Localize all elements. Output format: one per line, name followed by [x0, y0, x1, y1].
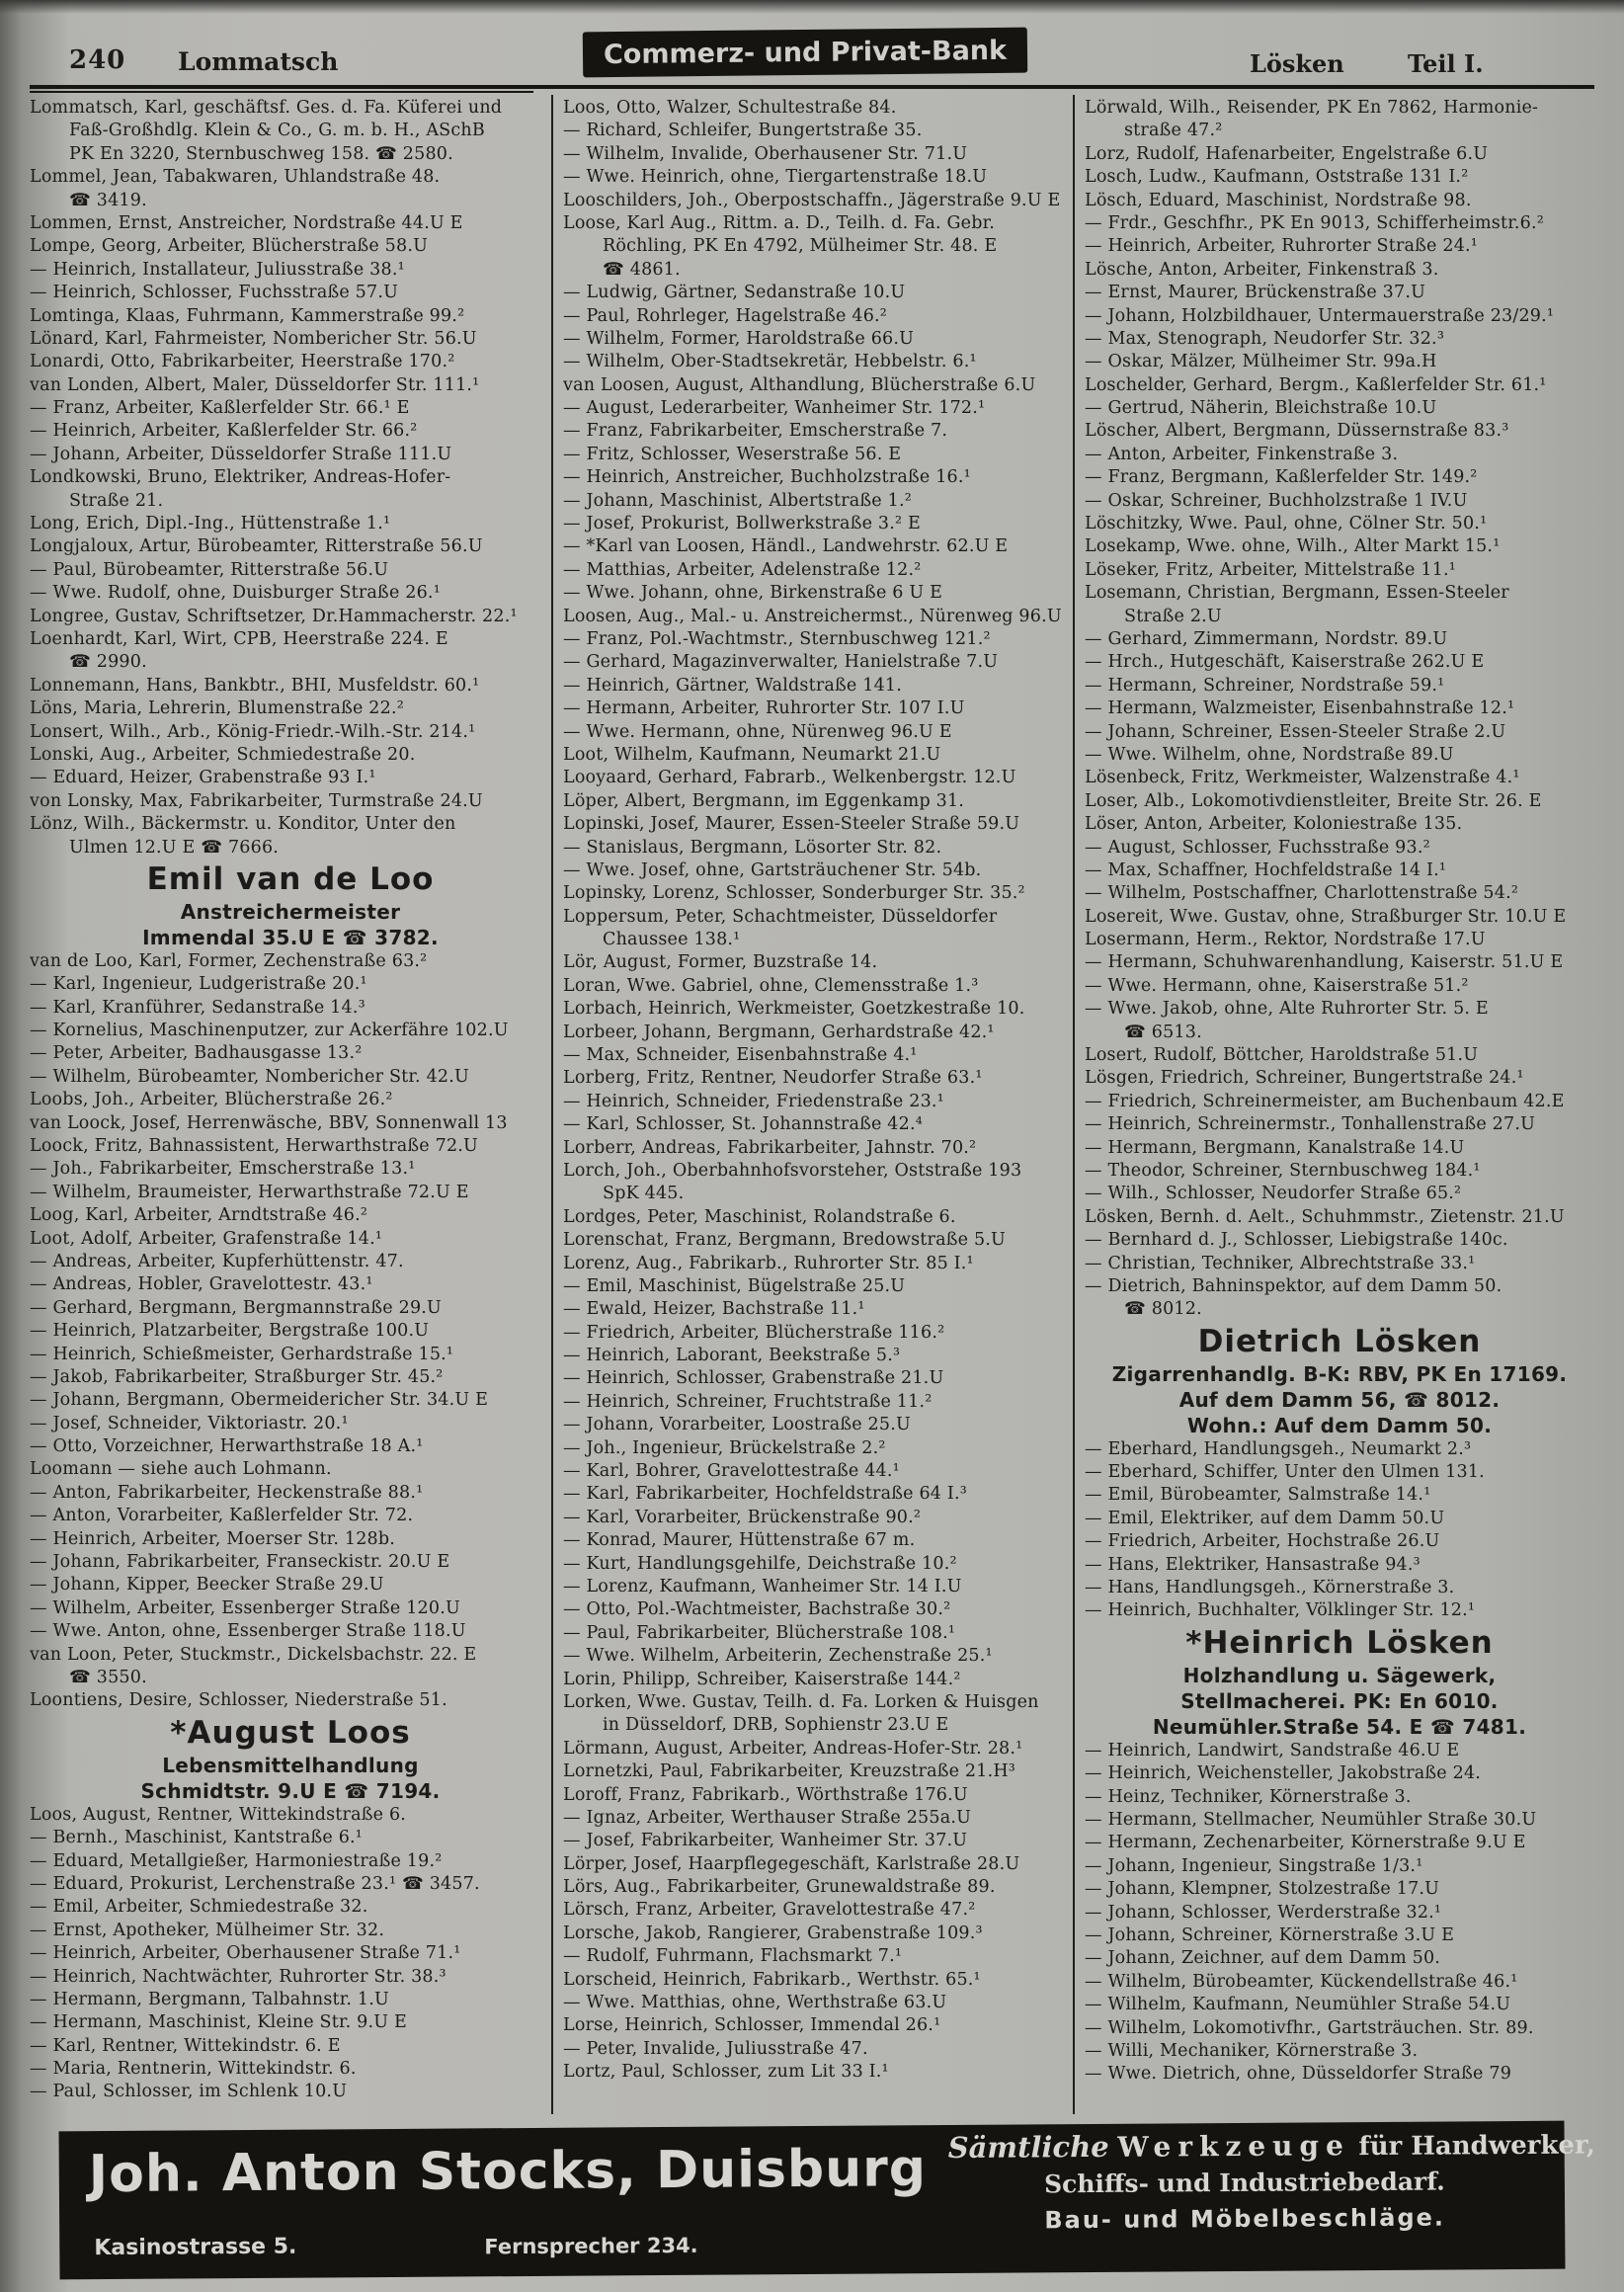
ad-line-beschlaege: Bau- und Möbelbeschläge.: [1044, 2203, 1446, 2235]
directory-entry-line: — Franz, Fabrikarbeiter, Emscherstraße 7.: [563, 421, 948, 442]
directory-entry-line: — Emil, Arbeiter, Schmiedestraße 32.: [30, 1897, 368, 1918]
directory-entry-line: — Jakob, Fabrikarbeiter, Straßburger Str. 45.²: [30, 1366, 444, 1387]
directory-entry-line: — Karl, Rentner, Wittekindstr. 6. E: [30, 2035, 341, 2056]
directory-entry-line: — Heinrich, Schlosser, Grabenstraße 21.U: [563, 1368, 944, 1389]
directory-entry-line: — Richard, Schleifer, Bungertstraße 35.: [563, 121, 923, 141]
directory-entry-line: — Joh., Fabrikarbeiter, Emscherstraße 13.¹: [30, 1159, 416, 1180]
directory-entry-line: van Loock, Josef, Herrenwäsche, BBV, Sonnenwall 13: [30, 1112, 508, 1133]
directory-entry-line: — Heinrich, Arbeiter, Ruhrorter Straße 24.¹: [1085, 236, 1479, 257]
ad-company-name: Joh. Anton Stocks, Duisburg: [88, 2139, 928, 2205]
directory-entry-line: — Andreas, Hobler, Gravelottestr. 43.¹: [30, 1274, 373, 1295]
directory-entry-line: Löscher, Albert, Bergmann, Düssernstraße 83.³: [1085, 421, 1509, 442]
directory-entry-line: — Johann, Vorarbeiter, Loostraße 25.U: [563, 1415, 911, 1435]
directory-entry-line: von Lonsky, Max, Fabrikarbeiter, Turmstraße 24.U: [30, 790, 483, 811]
directory-entry-line: Loser, Alb., Lokomotivdienstleiter, Breite Str. 26. E: [1085, 790, 1542, 811]
directory-entry-line: — Peter, Invalide, Juliusstraße 47.: [563, 2038, 868, 2059]
directory-entry-line: — Wilhelm, Bürobeamter, Kückendellstraße 46.¹: [1085, 1971, 1518, 1992]
directory-entry-line: — Wwe. Hermann, ohne, Kaiserstraße 51.²: [1085, 975, 1469, 996]
directory-entry-line: — Max, Schaffner, Hochfeldstraße 14 I.¹: [1085, 860, 1447, 880]
directory-entry-line: Loog, Karl, Arbeiter, Arndtstraße 46.²: [30, 1205, 368, 1226]
directory-entry-line: Lonardi, Otto, Fabrikarbeiter, Heerstraße 170.²: [30, 352, 455, 372]
directory-entry-line: — Wilhelm, Postschaffner, Charlottenstraße 54.²: [1085, 883, 1519, 904]
directory-entry-line: — Heinrich, Gärtner, Waldstraße 141.: [563, 675, 902, 696]
directory-entry-line: ☎ 6513.: [1124, 1022, 1202, 1042]
directory-entry-line: Looyaard, Gerhard, Fabrarb., Welkenbergstr. 12.U: [563, 768, 1016, 788]
directory-entry-line: — Hermann, Bergmann, Talbahnstr. 1.U: [30, 1989, 389, 2009]
directory-entry-line: — Peter, Arbeiter, Badhausgasse 13.²: [30, 1043, 363, 1064]
directory-entry-line: Lörwald, Wilh., Reisender, PK En 7862, Harmonie-: [1085, 98, 1539, 118]
directory-entry-line: — Wilhelm, Kaufmann, Neumühler Straße 54.U: [1085, 1995, 1511, 2015]
directory-entry-line: Losemann, Christian, Bergmann, Essen-Steeler: [1085, 583, 1509, 604]
directory-entry-line: Löns, Maria, Lehrerin, Blumenstraße 22.²: [30, 698, 404, 719]
header-part-label: Teil I.: [1408, 49, 1484, 78]
directory-entry-line: Lorscheid, Heinrich, Fabrikarb., Werthstr. 65.¹: [563, 1969, 981, 1990]
directory-entry-line: Lorbach, Heinrich, Werkmeister, Goetzkestraße 10.: [563, 999, 1025, 1020]
display-ad-line: Emil van de Loo: [146, 860, 435, 897]
directory-entry-line: — Heinrich, Arbeiter, Oberhausener Straße 71.¹: [30, 1943, 461, 1964]
directory-entry-line: Lörper, Josef, Haarpflegegeschäft, Karlstraße 28.U: [563, 1853, 1020, 1874]
directory-entry-line: — Johann, Ingenieur, Singstraße 1/3.¹: [1085, 1855, 1423, 1876]
directory-entry-line: — Wilhelm, Invalide, Oberhausener Str. 71.U: [563, 143, 968, 164]
directory-entry-line: van de Loo, Karl, Former, Zechenstraße 63.²: [30, 950, 428, 971]
directory-entry-line: — Wilhelm, Braumeister, Herwarthstraße 72.U E: [30, 1182, 469, 1202]
ad-word-werkzeuge: Werkzeuge: [1117, 2129, 1350, 2164]
directory-entry-line: Ulmen 12.U E ☎ 7666.: [69, 837, 280, 858]
directory-entry-line: Loppersum, Peter, Schachtmeister, Düsseldorfer: [563, 906, 998, 927]
ad-word-handwerker: für Handwerker,: [1358, 2130, 1595, 2163]
directory-entry-line: Loontiens, Desire, Schlosser, Niederstraße 51.: [30, 1690, 447, 1711]
directory-entry-line: — Franz, Pol.-Wachtmstr., Sternbuschweg 121.²: [563, 628, 991, 649]
directory-entry-line: Loosen, Aug., Mal.- u. Anstreichermst., Nürenweg 96.U: [563, 606, 1062, 626]
directory-entry-line: — Wilhelm, Former, Haroldstraße 66.U: [563, 328, 915, 349]
directory-entry-line: Longjaloux, Artur, Bürobeamter, Ritterstraße 56.U: [30, 536, 483, 557]
directory-entry-line: Straße 2.U: [1124, 606, 1222, 626]
directory-entry-line: — Hermann, Maschinist, Kleine Str. 9.U E: [30, 2012, 407, 2033]
directory-entry-line: — Oskar, Schreiner, Buchholzstraße 1 IV.U: [1085, 490, 1468, 511]
directory-entry-line: — Josef, Fabrikarbeiter, Wanheimer Str. 37.U: [563, 1831, 968, 1851]
directory-entry-line: Loos, August, Rentner, Wittekindstraße 6.: [30, 1804, 407, 1825]
bottom-advertisement: [58, 2121, 1595, 2280]
directory-entry-line: — Ignaz, Arbeiter, Werthauser Straße 255a.U: [563, 1807, 972, 1828]
display-ad-line: Immendal 35.U E ☎ 3782.: [142, 925, 439, 949]
directory-entry-line: PK En 3220, Sternbuschweg 158. ☎ 2580.: [69, 143, 453, 164]
directory-entry-line: — Johann, Schreiner, Essen-Steeler Straße 2.U: [1085, 721, 1506, 742]
directory-entry-line: — Hans, Elektriker, Hansastraße 94.³: [1085, 1554, 1421, 1575]
directory-entry-line: Straße 21.: [69, 490, 164, 511]
directory-entry-line: Loran, Wwe. Gabriel, ohne, Clemensstraße 1.³: [563, 975, 979, 996]
directory-entry-line: Lonnemann, Hans, Bankbtr., BHI, Musfeldstr. 60.¹: [30, 675, 480, 696]
directory-entry-line: — Otto, Pol.-Wachtmeister, Bachstraße 30.²: [563, 1599, 951, 1620]
directory-entry-line: — Johann, Maschinist, Albertstraße 1.²: [563, 490, 912, 511]
directory-entry-line: Losereit, Wwe. Gustav, ohne, Straßburger Str. 10.U E: [1085, 906, 1567, 927]
directory-entry-line: — Wwe. Johann, ohne, Birkenstraße 6 U E: [563, 583, 943, 604]
directory-entry-line: — Franz, Arbeiter, Kaßlerfelder Str. 66.¹ E: [30, 398, 410, 419]
directory-entry-line: — Gertrud, Näherin, Bleichstraße 10.U: [1085, 398, 1437, 419]
directory-entry-line: — Maria, Rentnerin, Wittekindstr. 6.: [30, 2059, 357, 2080]
bank-ad-banner: Commerz- und Privat-Bank: [583, 28, 1027, 78]
directory-entry-line: — Rudolf, Fuhrmann, Flachsmarkt 7.¹: [563, 1946, 903, 1967]
display-ad-line: Wohn.: Auf dem Damm 50.: [1186, 1413, 1493, 1437]
directory-entry-line: Lornetzki, Paul, Fabrikarbeiter, Kreuzstraße 21.H³: [563, 1761, 1016, 1782]
directory-entry-line: — Wwe. Dietrich, ohne, Düsseldorfer Straße 79: [1085, 2064, 1512, 2085]
directory-entry-line: — Johann, Arbeiter, Düsseldorfer Straße 111.U: [30, 444, 452, 464]
directory-entry-line: — Karl, Fabrikarbeiter, Hochfeldstraße 64 I.³: [563, 1484, 967, 1505]
directory-entry-line: straße 47.²: [1124, 121, 1223, 141]
directory-entry-line: — Karl, Schlosser, St. Johannstraße 42.⁴: [563, 1114, 923, 1135]
directory-entry-line: — Hermann, Stellmacher, Neumühler Straße 30.U: [1085, 1810, 1537, 1830]
directory-entry-line: — Emil, Bürobeamter, Salmstraße 14.¹: [1085, 1485, 1431, 1506]
directory-entry-line: — Heinrich, Installateur, Juliusstraße 38.¹: [30, 259, 405, 280]
directory-entry-line: ☎ 4861.: [603, 259, 681, 280]
directory-entry-line: Losermann, Herm., Rektor, Nordstraße 17.U: [1085, 930, 1486, 950]
directory-entry-line: Löseker, Fritz, Arbeiter, Mittelstraße 11.¹: [1085, 559, 1457, 580]
directory-entry-line: Losert, Rudolf, Böttcher, Haroldstraße 51.U: [1085, 1045, 1479, 1066]
directory-entry-line: — Karl, Ingenieur, Ludgeristraße 20.¹: [30, 974, 367, 995]
directory-entry-line: Lösgen, Friedrich, Schreiner, Bungertstraße 24.¹: [1085, 1068, 1524, 1089]
directory-entry-line: — Hans, Handlungsgeh., Körnerstraße 3.: [1085, 1578, 1455, 1598]
directory-entry-line: Lörs, Aug., Fabrikarbeiter, Grunewaldstraße 89.: [563, 1877, 996, 1898]
header-rule: [30, 85, 1594, 89]
directory-entry-line: in Düsseldorf, DRB, Sophienstr 23.U E: [603, 1715, 949, 1736]
directory-entry-line: Lorberr, Andreas, Fabrikarbeiter, Jahnstr. 70.²: [563, 1137, 977, 1158]
directory-entry-line: Lorken, Wwe. Gustav, Teilh. d. Fa. Lorken & Huisgen: [563, 1691, 1039, 1712]
directory-entry-line: — Anton, Arbeiter, Finkenstraße 3.: [1085, 444, 1399, 464]
directory-entry-line: — Christian, Techniker, Albrechtstraße 33.¹: [1085, 1253, 1476, 1273]
directory-entry-line: Lopinsky, Lorenz, Schlosser, Sonderburger Str. 35.²: [563, 883, 1025, 904]
directory-entry-line: — Lorenz, Kaufmann, Wanheimer Str. 14 I.U: [563, 1577, 962, 1596]
page-header: [30, 28, 1594, 85]
directory-entry-line: Lopinski, Josef, Maurer, Essen-Steeler Straße 59.U: [563, 814, 1020, 835]
directory-entry-line: — Wilhelm, Ober-Stadtsekretär, Hebbelstr. 6.¹: [563, 352, 977, 372]
directory-entry-line: — Karl, Kranführer, Sedanstraße 14.³: [30, 997, 365, 1018]
directory-entry-line: — Dietrich, Bahninspektor, auf dem Damm 50.: [1085, 1275, 1502, 1296]
directory-entry-line: — Ernst, Apotheker, Mülheimer Str. 32.: [30, 1920, 385, 1940]
directory-entry-line: — Theodor, Schreiner, Sternbuschweg 184.¹: [1085, 1160, 1481, 1181]
ad-product-lines: [947, 2127, 1595, 2235]
directory-entry-line: Loot, Wilhelm, Kaufmann, Neumarkt 21.U: [563, 744, 941, 765]
directory-entry-line: — *Karl van Loosen, Händl., Landwehrstr. 62.U E: [563, 536, 1009, 557]
directory-entry-line: Lösken, Bernh. d. Aelt., Schuhmmstr., Zietenstr. 21.U: [1085, 1206, 1565, 1227]
scan-edge: [0, 0, 1624, 14]
directory-entry-line: — Heinrich, Nachtwächter, Ruhrorter Str. 38.³: [30, 1966, 447, 1987]
directory-entry-line: — Wwe. Matthias, ohne, Werthstraße 63.U: [563, 1993, 947, 2013]
directory-entry-line: Long, Erich, Dipl.-Ing., Hüttenstraße 1.¹: [30, 514, 391, 534]
display-ad-line: *August Loos: [170, 1714, 411, 1751]
ad-phone-number: Fernsprecher 234.: [484, 2233, 698, 2259]
directory-entry-line: — Heinrich, Platzarbeiter, Bergstraße 100.U: [30, 1321, 430, 1342]
directory-entry-line: Lorse, Heinrich, Schlosser, Immendal 26.¹: [563, 2015, 941, 2036]
directory-entry-line: — Wwe. Jakob, ohne, Alte Ruhrorter Str. 5. E: [1085, 999, 1489, 1020]
directory-entry-line: — Heinrich, Arbeiter, Kaßlerfelder Str. 66.²: [30, 421, 418, 442]
directory-entry-line: Chaussee 138.¹: [603, 930, 741, 950]
directory-entry-line: van Londen, Albert, Maler, Düsseldorfer Str. 111.¹: [30, 374, 480, 395]
directory-entry-line: — Wwe. Wilhelm, ohne, Nordstraße 89.U: [1085, 744, 1454, 765]
directory-entry-line: Loos, Otto, Walzer, Schultestraße 84.: [563, 98, 897, 118]
directory-entry-line: — Johann, Fabrikarbeiter, Franseckistr. 20.U E: [30, 1552, 450, 1573]
directory-entry-line: — Kornelius, Maschinenputzer, zur Ackerfähre 102.U: [30, 1021, 509, 1041]
directory-entry-line: — Karl, Bohrer, Gravelottestraße 44.¹: [563, 1461, 900, 1482]
directory-entry-line: Longree, Gustav, Schriftsetzer, Dr.Hammacherstr. 22.¹: [30, 606, 518, 626]
directory-entry-line: — Friedrich, Arbeiter, Blücherstraße 116.²: [563, 1322, 945, 1343]
directory-entry-line: — Hermann, Arbeiter, Ruhrorter Str. 107 I.U: [563, 698, 965, 719]
directory-entry-line: — Paul, Rohrleger, Hagelstraße 46.²: [563, 305, 888, 326]
directory-entry-line: — Heinrich, Arbeiter, Moerser Str. 128b.: [30, 1528, 396, 1549]
directory-entry-line: Lorenz, Aug., Fabrikarb., Ruhrorter Str. 85 I.¹: [563, 1253, 974, 1273]
directory-entry-line: — Ernst, Maurer, Brückenstraße 37.U: [1085, 283, 1426, 303]
directory-entry-line: Lorch, Joh., Oberbahnhofsvorsteher, Oststraße 193: [563, 1160, 1022, 1181]
directory-entry-line: — Wilh., Schlosser, Neudorfer Straße 65.²: [1085, 1184, 1462, 1204]
directory-entry-line: Lorbeer, Johann, Bergmann, Gerhardstraße 42.¹: [563, 1022, 995, 1042]
directory-entry-line: — August, Lederarbeiter, Wanheimer Str. 172.¹: [563, 398, 986, 419]
display-ad-line: *Heinrich Lösken: [1185, 1624, 1494, 1661]
directory-entry-line: Lommen, Ernst, Anstreicher, Nordstraße 44.U E: [30, 212, 463, 233]
directory-entry-line: Lortz, Paul, Schlosser, zum Lit 33 I.¹: [563, 2062, 889, 2083]
directory-entry-line: — Johann, Holzbildhauer, Untermauerstraße 23/29.¹: [1085, 305, 1555, 326]
directory-entry-line: — Fritz, Schlosser, Weserstraße 56. E: [563, 444, 902, 464]
directory-entry-line: — Johann, Bergmann, Obermeidericher Str. 34.U E: [30, 1390, 489, 1411]
directory-entry-line: — Heinrich, Landwirt, Sandstraße 46.U E: [1085, 1740, 1460, 1760]
directory-entry-line: Loenhardt, Karl, Wirt, CPB, Heerstraße 224. E: [30, 628, 448, 649]
directory-entry-line: — Heinrich, Buchhalter, Völklinger Str. 12.¹: [1085, 1600, 1476, 1621]
directory-entry-line: — Eduard, Metallgießer, Harmoniestraße 19.²: [30, 1850, 443, 1871]
directory-entry-line: — Max, Schneider, Eisenbahnstraße 4.¹: [563, 1045, 918, 1066]
directory-entry-line: — Hermann, Schuhwarenhandlung, Kaiserstr. 51.U E: [1085, 952, 1564, 973]
directory-entry-line: Lönard, Karl, Fahrmeister, Nombericher Str. 56.U: [30, 328, 477, 349]
directory-entry-line: Loock, Fritz, Bahnassistent, Herwarthstraße 72.U: [30, 1136, 478, 1157]
header-guide-word-left: Lommatsch: [178, 47, 339, 76]
directory-entry-line: — Heinrich, Anstreicher, Buchholzstraße 16.¹: [563, 467, 971, 488]
directory-entry-line: Löser, Anton, Arbeiter, Koloniestraße 135.: [1085, 814, 1463, 835]
directory-entry-line: Losekamp, Wwe. ohne, Wilh., Alter Markt 15.¹: [1085, 536, 1501, 557]
directory-entry-line: — Heinrich, Weichensteller, Jakobstraße 24.: [1085, 1763, 1482, 1784]
directory-entry-line: Loose, Karl Aug., Rittm. a. D., Teilh. d. Fa. Gebr.: [563, 212, 996, 233]
directory-entry-line: — Josef, Prokurist, Bollwerkstraße 3.² E: [563, 514, 921, 534]
display-ad-line: Anstreichermeister: [180, 899, 401, 924]
directory-entry-line: Lorberg, Fritz, Rentner, Neudorfer Straße 63.¹: [563, 1068, 983, 1089]
directory-entry-line: Lör, August, Former, Buzstraße 14.: [563, 952, 878, 973]
ad-word-saemtliche: Sämtliche: [947, 2129, 1109, 2166]
directory-entry-line: — Wwe. Wilhelm, Arbeiterin, Zechenstraße 25.¹: [563, 1646, 993, 1667]
directory-entry-line: — Oskar, Mälzer, Mülheimer Str. 99a.H: [1085, 352, 1437, 372]
display-ad-line: Neumühler.Straße 54. E ☎ 7481.: [1152, 1714, 1527, 1739]
directory-entry-line: — Heinrich, Laborant, Beekstraße 5.³: [563, 1346, 901, 1366]
directory-entry-line: Lonski, Aug., Arbeiter, Schmiedestraße 20.: [30, 744, 416, 765]
directory-entry-line: ☎ 3419.: [69, 190, 147, 210]
display-ad-line: Zigarrenhandlg. B-K: RBV, PK En 17169.: [1111, 1361, 1568, 1386]
directory-entry-line: — Gerhard, Magazinverwalter, Hanielstraße 7.U: [563, 652, 999, 673]
directory-entry-line: — Heinz, Techniker, Körnerstraße 3.: [1085, 1786, 1412, 1807]
directory-entry-line: — Paul, Bürobeamter, Ritterstraße 56.U: [30, 559, 389, 580]
directory-entry-line: — Hermann, Schreiner, Nordstraße 59.¹: [1085, 675, 1445, 696]
directory-entry-line: Röchling, PK En 4792, Mülheimer Str. 48. E: [603, 236, 998, 257]
directory-entry-line: Loschelder, Gerhard, Bergm., Kaßlerfelder Str. 61.¹: [1085, 374, 1547, 395]
directory-entry-line: — Eberhard, Handlungsgeh., Neumarkt 2.³: [1085, 1438, 1472, 1459]
directory-entry-line: — Heinrich, Schreinermstr., Tonhallenstraße 27.U: [1085, 1114, 1536, 1135]
directory-entry-line: — Hermann, Zechenarbeiter, Körnerstraße 9.U E: [1085, 1833, 1526, 1853]
directory-entry-line: Lorenschat, Franz, Bergmann, Bredowstraße 5.U: [563, 1230, 1006, 1251]
directory-entry-line: SpK 445.: [603, 1184, 685, 1204]
directory-entry-line: — Bernh., Maschinist, Kantstraße 6.¹: [30, 1828, 364, 1848]
directory-entry-line: Loobs, Joh., Arbeiter, Blücherstraße 26.²: [30, 1090, 393, 1110]
display-ad-line: Schmidtstr. 9.U E ☎ 7194.: [140, 1778, 441, 1803]
directory-entry-line: — Johann, Schreiner, Körnerstraße 3.U E: [1085, 1924, 1455, 1945]
page-number: 240: [69, 45, 126, 75]
display-ad-line: Auf dem Damm 56, ☎ 8012.: [1178, 1387, 1501, 1412]
directory-entry-line: van Loosen, August, Althandlung, Blücherstraße 6.U: [563, 374, 1036, 395]
directory-entry-line: Lorz, Rudolf, Hafenarbeiter, Engelstraße 6.U: [1085, 143, 1489, 164]
directory-entry-line: — Eduard, Prokurist, Lerchenstraße 23.¹ ☎ 3457.: [30, 1873, 480, 1894]
display-ad-line: Stellmacherei. PK: En 6010.: [1180, 1688, 1499, 1713]
directory-entry-line: — Heinrich, Schießmeister, Gerhardstraße 15.¹: [30, 1344, 454, 1364]
header-rule-secondary: [30, 91, 533, 93]
directory-entry-line: — Gerhard, Bergmann, Bergmannstraße 29.U: [30, 1297, 442, 1318]
directory-entry-line: — Hrch., Hutgeschäft, Kaiserstraße 262.U E: [1085, 652, 1485, 673]
directory-entry-line: — Willi, Mechaniker, Körnerstraße 3.: [1085, 2040, 1419, 2061]
ad-line-tools: [947, 2127, 1595, 2166]
ad-street-address: Kasinostrasse 5.: [94, 2234, 297, 2261]
directory-entry-line: Loot, Adolf, Arbeiter, Grafenstraße 14.¹: [30, 1228, 383, 1249]
directory-entry-line: — Wilhelm, Arbeiter, Essenberger Straße 120.U: [30, 1597, 460, 1618]
directory-entry-line: Lorin, Philipp, Schreiber, Kaiserstraße 144.²: [563, 1669, 961, 1689]
directory-entry-line: — Friedrich, Schreinermeister, am Buchenbaum 42.E: [1085, 1091, 1565, 1111]
directory-entry-line: — Heinrich, Schreiner, Fruchtstraße 11.²: [563, 1391, 933, 1412]
directory-entry-line: — Otto, Vorzeichner, Herwarthstraße 18 A.¹: [30, 1436, 424, 1457]
directory-entry-line: Lommatsch, Karl, geschäftsf. Ges. d. Fa. Küferei und: [30, 98, 503, 118]
directory-entry-line: Lösche, Anton, Arbeiter, Finkenstraß 3.: [1085, 259, 1439, 280]
directory-columns: [30, 95, 1594, 2114]
directory-entry-line: — Anton, Fabrikarbeiter, Heckenstraße 88.¹: [30, 1482, 424, 1503]
directory-entry-line: — Josef, Schneider, Viktoriastr. 20.¹: [30, 1413, 349, 1433]
directory-entry-line: — August, Schlosser, Fuchsstraße 93.²: [1085, 837, 1430, 858]
directory-entry-line: — Emil, Elektriker, auf dem Damm 50.U: [1085, 1508, 1445, 1528]
directory-entry-line: Lommel, Jean, Tabakwaren, Uhlandstraße 48.: [30, 167, 441, 188]
directory-entry-line: — Wilhelm, Bürobeamter, Nombericher Str. 42.U: [30, 1066, 469, 1087]
directory-entry-line: — Hermann, Bergmann, Kanalstraße 14.U: [1085, 1137, 1465, 1158]
directory-entry-line: — Max, Stenograph, Neudorfer Str. 32.³: [1085, 328, 1445, 349]
directory-entry-line: Löschitzky, Wwe. Paul, ohne, Cölner Str. 50.¹: [1085, 514, 1488, 534]
directory-entry-line: — Johann, Zeichner, auf dem Damm 50.: [1085, 1948, 1441, 1969]
directory-entry-line: — Eduard, Heizer, Grabenstraße 93 I.¹: [30, 768, 376, 788]
directory-entry-line: ☎ 3550.: [69, 1668, 147, 1687]
directory-entry-line: — Wwe. Anton, ohne, Essenberger Straße 118.U: [30, 1621, 466, 1642]
directory-entry-line: — Kurt, Handlungsgehilfe, Deichstraße 10.²: [563, 1553, 957, 1574]
directory-entry-line: — Wwe. Josef, ohne, Gartsträuchener Str. 54b.: [563, 860, 982, 880]
directory-entry-line: — Karl, Vorarbeiter, Brückenstraße 90.²: [563, 1507, 922, 1527]
directory-entry-line: — Franz, Bergmann, Kaßlerfelder Str. 149.²: [1085, 467, 1478, 488]
directory-entry-line: — Hermann, Walzmeister, Eisenbahnstraße 12.¹: [1085, 698, 1515, 719]
directory-entry-line: — Ewald, Heizer, Bachstraße 11.¹: [563, 1299, 865, 1320]
directory-entry-line: Loomann — siehe auch Lohmann.: [30, 1459, 332, 1480]
directory-entry-line: — Wwe. Hermann, ohne, Nürenweg 96.U E: [563, 721, 952, 742]
directory-entry-line: — Johann, Klempner, Stolzestraße 17.U: [1085, 1879, 1440, 1900]
directory-entry-line: — Heinrich, Schlosser, Fuchsstraße 57.U: [30, 283, 399, 303]
directory-entry-line: Lörmann, August, Arbeiter, Andreas-Hofer-Str. 28.¹: [563, 1738, 1023, 1759]
directory-entry-line: Lonsert, Wilh., Arb., König-Friedr.-Wilh.-Str. 214.¹: [30, 721, 476, 742]
directory-entry-line: — Konrad, Maurer, Hüttenstraße 67 m.: [563, 1530, 916, 1551]
directory-entry-line: Loroff, Franz, Fabrikarb., Wörthstraße 176.U: [563, 1784, 968, 1805]
directory-column-2: [551, 95, 1073, 2114]
directory-entry-line: ☎ 8012.: [1124, 1299, 1202, 1320]
directory-entry-line: Lörsch, Franz, Arbeiter, Gravelottestraße 47.²: [563, 1900, 976, 1921]
directory-entry-line: Lönz, Wilh., Bäckermstr. u. Konditor, Unter den: [30, 814, 456, 835]
directory-entry-line: van Loon, Peter, Stuckmstr., Dickelsbachstr. 22. E: [30, 1644, 477, 1665]
directory-entry-line: — Heinrich, Schneider, Friedenstraße 23.¹: [563, 1091, 944, 1111]
directory-entry-line: Looschilders, Joh., Oberpostschaffn., Jägerstraße 9.U E: [563, 190, 1061, 210]
directory-entry-line: — Ludwig, Gärtner, Sedanstraße 10.U: [563, 283, 906, 303]
directory-entry-line: — Andreas, Arbeiter, Kupferhüttenstr. 47.: [30, 1251, 404, 1271]
directory-entry-line: — Stanislaus, Bergmann, Lösorter Str. 82.: [563, 837, 942, 858]
directory-entry-line: Lösch, Eduard, Maschinist, Nordstraße 98.: [1085, 190, 1472, 210]
directory-column-1: [30, 95, 551, 2114]
directory-entry-line: — Johann, Schlosser, Werderstraße 32.¹: [1085, 1902, 1442, 1923]
directory-entry-line: ☎ 2990.: [69, 652, 147, 673]
directory-entry-line: Lorsche, Jakob, Rangierer, Grabenstraße 109.³: [563, 1923, 983, 1943]
directory-entry-line: — Emil, Maschinist, Bügelstraße 25.U: [563, 1275, 906, 1296]
directory-entry-line: Lordges, Peter, Maschinist, Rolandstraße 6.: [563, 1206, 956, 1227]
directory-entry-line: — Anton, Vorarbeiter, Kaßlerfelder Str. 72.: [30, 1506, 414, 1526]
directory-entry-line: Lompe, Georg, Arbeiter, Blücherstraße 58.U: [30, 236, 429, 257]
directory-entry-line: — Wwe. Rudolf, ohne, Duisburger Straße 26.¹: [30, 583, 441, 604]
directory-entry-line: — Joh., Ingenieur, Brückelstraße 2.²: [563, 1437, 886, 1458]
directory-entry-line: — Frdr., Geschfhr., PK En 9013, Schifferheimstr.6.²: [1085, 212, 1544, 233]
directory-entry-line: — Gerhard, Zimmermann, Nordstr. 89.U: [1085, 628, 1448, 649]
directory-entry-line: Faß-Großhdlg. Klein & Co., G. m. b. H., ASchB: [69, 121, 485, 141]
directory-entry-line: Londkowski, Bruno, Elektriker, Andreas-Hofer-: [30, 467, 451, 488]
directory-entry-line: — Paul, Fabrikarbeiter, Blücherstraße 108.¹: [563, 1622, 956, 1643]
directory-entry-line: Lomtinga, Klaas, Fuhrmann, Kammerstraße 99.²: [30, 305, 465, 326]
directory-entry-line: — Matthias, Arbeiter, Adelenstraße 12.²: [563, 559, 922, 580]
header-guide-word-right: Lösken: [1250, 49, 1344, 78]
directory-entry-line: — Wwe. Heinrich, ohne, Tiergartenstraße 18.U: [563, 167, 988, 188]
directory-entry-line: — Paul, Schlosser, im Schlenk 10.U: [30, 2082, 348, 2102]
directory-entry-line: — Eberhard, Schiffer, Unter den Ulmen 131.: [1085, 1462, 1485, 1483]
directory-column-3: [1073, 95, 1594, 2114]
ad-line-schiffsbedarf: Schiffs- und Industriebedarf.: [1043, 2167, 1445, 2199]
display-ad-line: Lebensmittelhandlung: [162, 1753, 419, 1777]
display-ad-line: Dietrich Lösken: [1197, 1323, 1482, 1359]
directory-entry-line: — Wilhelm, Lokomotivfhr., Gartsträuchen. Str. 89.: [1085, 2017, 1534, 2038]
directory-entry-line: Löper, Albert, Bergmann, im Eggenkamp 31.: [563, 790, 965, 811]
display-ad-line: Holzhandlung u. Sägewerk,: [1182, 1663, 1497, 1687]
directory-entry-line: — Johann, Kipper, Beecker Straße 29.U: [30, 1575, 384, 1596]
directory-entry-line: — Friedrich, Arbeiter, Hochstraße 26.U: [1085, 1531, 1440, 1552]
directory-entry-line: — Bernhard d. J., Schlosser, Liebigstraße 140c.: [1085, 1230, 1508, 1251]
directory-entry-line: Losch, Ludw., Kaufmann, Oststraße 131 I.²: [1085, 167, 1469, 188]
directory-entry-line: Lösenbeck, Fritz, Werkmeister, Walzenstraße 4.¹: [1085, 768, 1520, 788]
